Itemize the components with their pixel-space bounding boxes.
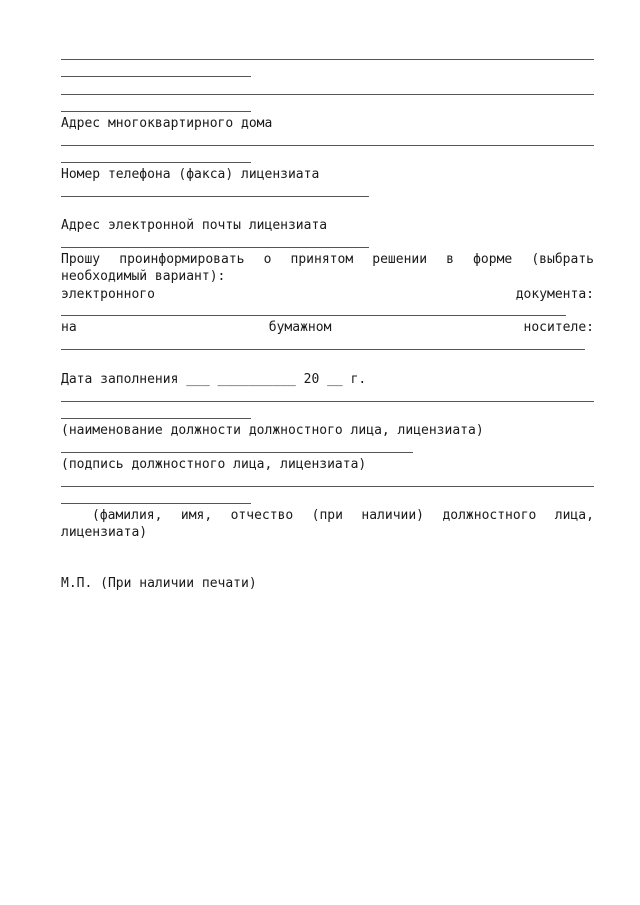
position-caption: (наименование должности должностного лица, лицензиата)	[61, 423, 484, 438]
option-paper: на бумажном носителе:	[61, 320, 594, 335]
phone-label: Номер телефона (факса) лицензиата	[61, 167, 320, 182]
blank-line-short	[61, 162, 251, 163]
blank-line-short	[61, 418, 251, 419]
blank-line-short	[61, 503, 251, 504]
date-line: Дата заполнения ___ __________ 20 __ г.	[61, 372, 367, 387]
name-caption-line1: (фамилия, имя, отчество (при наличии) должностного лица,	[92, 508, 594, 523]
blank-line	[61, 59, 594, 60]
blank-line	[61, 94, 594, 95]
option-electronic: электронного документа:	[61, 287, 594, 302]
phone-field-line	[61, 196, 369, 197]
name-caption-line2: лицензиата)	[61, 525, 148, 540]
inform-request-line1: Прошу проинформировать о принятом решении в форме (выбрать	[61, 252, 594, 267]
option-paper-line	[61, 349, 585, 350]
option-electronic-line	[61, 315, 566, 316]
name-field-line	[61, 486, 594, 487]
seal-note: М.П. (При наличии печати)	[61, 576, 257, 591]
inform-request-line2: необходимый вариант):	[61, 269, 226, 284]
email-label: Адрес электронной почты лицензиата	[61, 218, 328, 233]
position-field-line	[61, 401, 594, 402]
signature-field-line	[61, 452, 413, 453]
address-label: Адрес многоквартирного дома	[61, 116, 273, 131]
blank-line-short	[61, 76, 251, 77]
signature-caption: (подпись должностного лица, лицензиата)	[61, 457, 367, 472]
blank-line-short	[61, 111, 251, 112]
address-field-line	[61, 145, 594, 146]
email-field-line	[61, 247, 369, 248]
